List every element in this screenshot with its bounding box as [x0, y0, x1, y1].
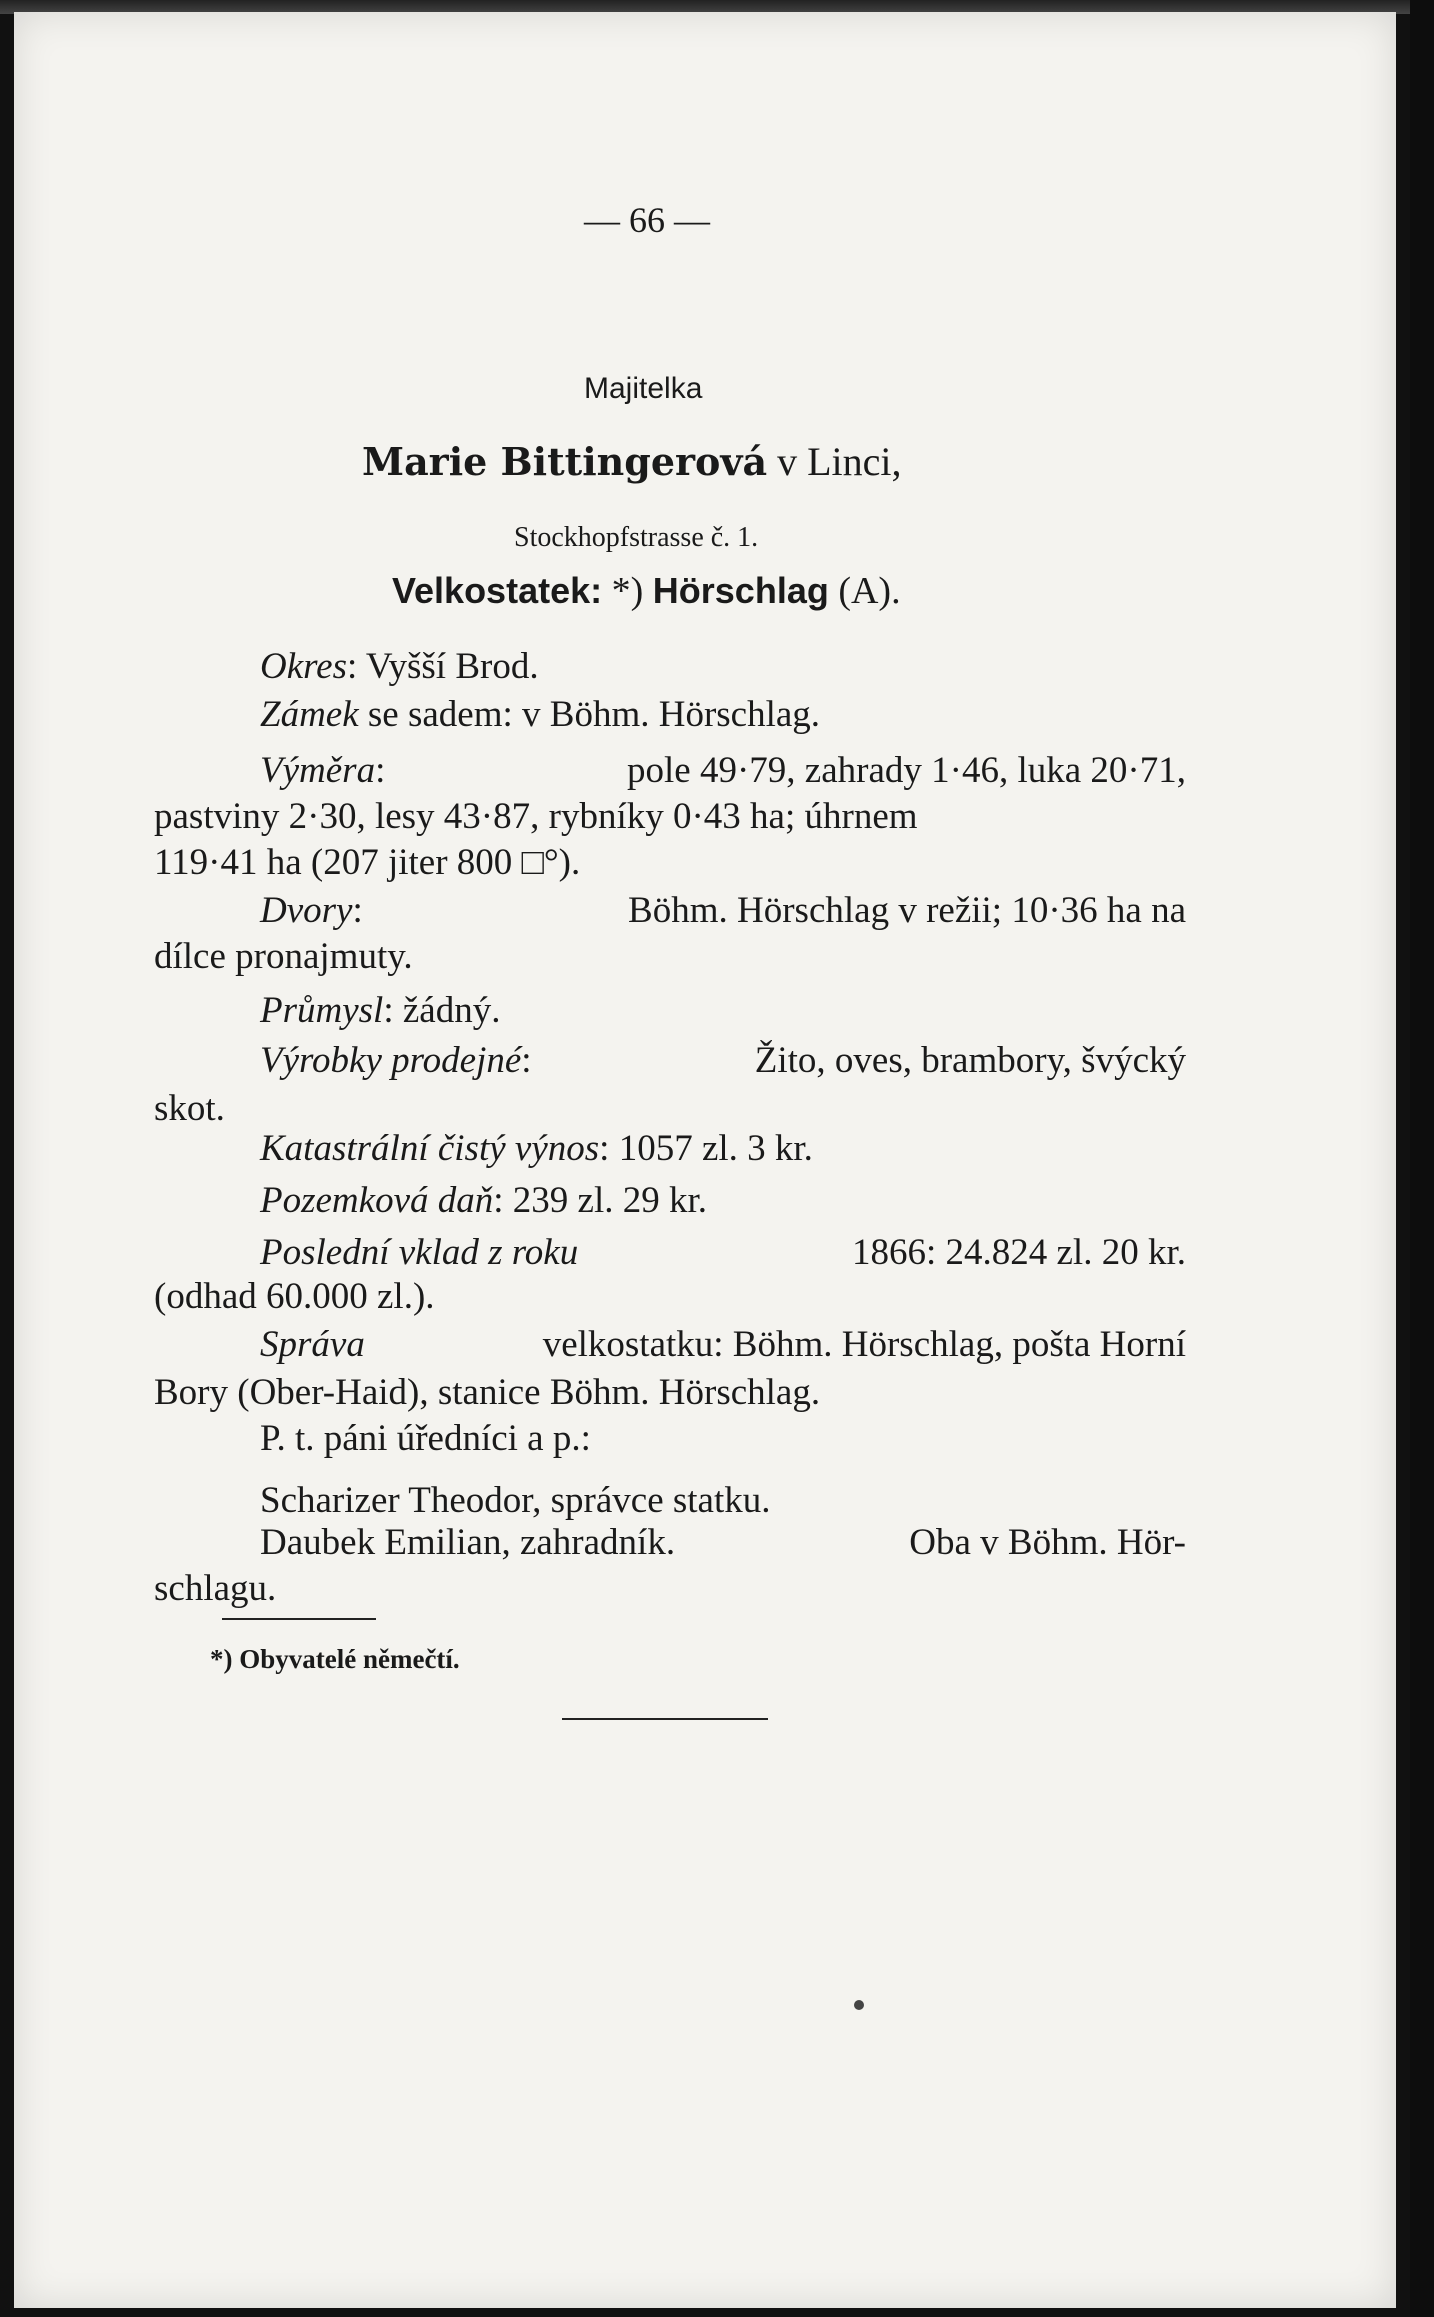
entry-prumysl: Průmysl: žádný. [260, 990, 501, 1031]
entry-label: Průmysl [260, 990, 384, 1031]
entry-label: Výměra [260, 750, 376, 791]
entry-text: Žito, oves, brambory, švýcký [754, 1040, 1186, 1081]
staff-line: Scharizer Theodor, správce statku. [260, 1480, 771, 1521]
footnote: *) Obyvatelé němečtí. [210, 1644, 460, 1674]
entry-sprava-line2: Bory (Ober-Haid), stanice Böhm. Hörschlag. [154, 1372, 821, 1413]
entry-label: Pozemková daň [260, 1180, 494, 1221]
entry-vyrobky-line2: skot. [154, 1088, 225, 1129]
entry-label: Výrobky prodejné [260, 1040, 522, 1081]
page-number: — 66 — [584, 200, 710, 240]
staff-intro: P. t. páni úředníci a p.: [260, 1418, 591, 1459]
entry-label: Správa [260, 1324, 365, 1365]
estate-suffix: (A). [838, 570, 901, 612]
entry-text: 239 zl. 29 kr. [512, 1180, 708, 1221]
entry-label: Katastrální čistý výnos [260, 1128, 600, 1169]
entry-text: se sadem: v Böhm. Hörschlag. [367, 694, 821, 735]
entry-vyrobky-line1: Výrobky prodejné: Žito, oves, brambory, švýcký [260, 1040, 1186, 1081]
entry-label: Dvory [260, 890, 353, 931]
entry-dan: Pozemková daň: 239 zl. 29 kr. [260, 1180, 708, 1221]
staff-line [260, 1524, 1186, 1561]
owner-address: Stockhopfstrasse č. 1. [514, 522, 759, 553]
entry-text: žádný. [402, 990, 501, 1031]
entry-text: velkostatku: Böhm. Hörschlag, pošta Horní [542, 1324, 1186, 1365]
owner-name: Marie Bittingerová [362, 439, 768, 484]
entry-okres: Okres: Vyšší Brod. [260, 646, 539, 687]
scan-speck [854, 2000, 864, 2010]
estate-mark: *) [611, 570, 644, 612]
entry-text: Böhm. Hörschlag v režii; 10·36 ha na [628, 890, 1186, 931]
scan-right-edge [1410, 0, 1434, 2317]
entry-label: Zámek [260, 694, 359, 735]
footnote-rule [222, 1618, 376, 1620]
entry-text: pole 49·79, zahrady 1·46, luka 20·71, [627, 750, 1186, 791]
staff-line-part: Oba v Böhm. Hör- [909, 1522, 1186, 1563]
entry-label: Poslední vklad z roku [260, 1232, 579, 1273]
entry-vymera-line3: 119·41 ha (207 jiter 800 □°). [154, 842, 581, 883]
book-page [14, 12, 1396, 2308]
entry-vymera-line1: Výměra: pole 49·79, zahrady 1·46, luka 20·71, [260, 750, 1186, 791]
estate-label: Velkostatek: [392, 570, 603, 611]
entry-vynos: Katastrální čistý výnos: 1057 zl. 3 kr. [260, 1128, 813, 1169]
owner-label: Majitelka [584, 372, 703, 405]
staff-line: schlagu. [154, 1568, 277, 1609]
entry-text: Vyšší Brod. [365, 646, 539, 687]
entry-dvory-line1: Dvory: Böhm. Hörschlag v režii; 10·36 ha na [260, 890, 1186, 931]
entry-label: Okres [260, 646, 347, 687]
entry-vklad-line1 [260, 1234, 1186, 1271]
entry-text: 1866: 24.824 zl. 20 kr. [851, 1232, 1186, 1273]
estate-line [392, 572, 901, 610]
staff-line-part: Daubek Emilian, zahradník. [260, 1522, 676, 1563]
owner-line [362, 439, 902, 484]
owner-place: v Linci, [777, 439, 902, 484]
entry-vymera-line2: pastviny 2·30, lesy 43·87, rybníky 0·43 ha; úhrnem [154, 796, 918, 837]
estate-name: Hörschlag [652, 570, 829, 611]
entry-zamek [260, 696, 820, 733]
end-rule [562, 1718, 768, 1720]
entry-sprava-line1 [260, 1326, 1186, 1363]
entry-vklad-line2: (odhad 60.000 zl.). [154, 1276, 435, 1317]
entry-dvory-line2: dílce pronajmuty. [154, 936, 413, 977]
entry-text: 1057 zl. 3 kr. [618, 1128, 813, 1169]
